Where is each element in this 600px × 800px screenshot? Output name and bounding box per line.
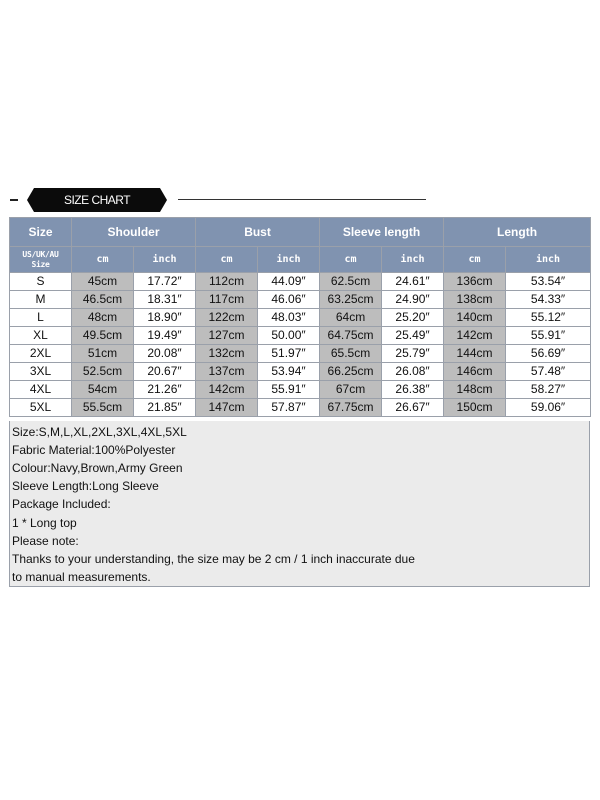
cell-size: S [10,273,72,291]
unit-cm: cm [444,247,506,273]
table-row [10,309,591,327]
cell-length-in: 58.27″ [506,381,591,399]
note-line: Thanks to your understanding, the size may be 2 cm / 1 inch inaccurate due [12,551,415,566]
cell-length-cm: 140cm [444,309,506,327]
cell-sleeve-cm: 62.5cm [320,273,382,291]
cell-bust-cm: 142cm [196,381,258,399]
header-length: Length [444,218,591,247]
header-bust: Bust [196,218,320,247]
unit-cm: cm [320,247,382,273]
cell-length-in: 55.12″ [506,309,591,327]
table-row [10,291,591,309]
unit-inch: inch [258,247,320,273]
cell-sleeve-in: 24.90″ [382,291,444,309]
cell-size: 4XL [10,381,72,399]
cell-sleeve-in: 25.20″ [382,309,444,327]
cell-bust-cm: 132cm [196,345,258,363]
cell-bust-cm: 147cm [196,399,258,417]
cell-length-cm: 144cm [444,345,506,363]
cell-shoulder-in: 18.90″ [134,309,196,327]
note-line: Size:S,M,L,XL,2XL,3XL,4XL,5XL [12,425,187,439]
size-rows [10,273,591,417]
product-notes [9,421,590,587]
note-line: Fabric Material:100%Polyester [12,443,176,458]
cell-sleeve-in: 24.61″ [382,273,444,291]
cell-bust-in: 48.03″ [258,309,320,327]
unit-inch: inch [506,247,591,273]
unit-cm: cm [72,247,134,273]
note-line: Sleeve Length:Long Sleeve [12,479,159,494]
cell-length-in: 53.54″ [506,273,591,291]
table-row [10,273,591,291]
cell-bust-cm: 117cm [196,291,258,309]
cell-length-cm: 148cm [444,381,506,399]
table-row [10,327,591,345]
header-sleeve-length: Sleeve length [320,218,444,247]
note-line: Please note: [12,533,79,548]
cell-shoulder-in: 20.08″ [134,345,196,363]
cell-size: 2XL [10,345,72,363]
cell-length-in: 59.06″ [506,399,591,417]
cell-length-in: 57.48″ [506,363,591,381]
cell-sleeve-cm: 63.25cm [320,291,382,309]
cell-length-cm: 138cm [444,291,506,309]
cell-length-in: 56.69″ [506,345,591,363]
cell-bust-in: 53.94″ [258,363,320,381]
table-row [10,345,591,363]
cell-sleeve-cm: 66.25cm [320,363,382,381]
cell-shoulder-in: 21.26″ [134,381,196,399]
cell-shoulder-in: 21.85″ [134,399,196,417]
cell-sleeve-cm: 67.75cm [320,399,382,417]
cell-sleeve-in: 25.79″ [382,345,444,363]
cell-shoulder-in: 17.72″ [134,273,196,291]
size-label-line-1: US/UK/AU [22,249,59,259]
note-line: to manual measurements. [12,569,151,584]
cell-sleeve-in: 26.38″ [382,381,444,399]
cell-bust-cm: 122cm [196,309,258,327]
cell-shoulder-cm: 48cm [72,309,134,327]
cell-bust-cm: 137cm [196,363,258,381]
cell-size: M [10,291,72,309]
cell-sleeve-cm: 64cm [320,309,382,327]
cell-length-cm: 146cm [444,363,506,381]
banner-title: SIZE CHART [34,188,160,212]
cell-bust-in: 46.06″ [258,291,320,309]
cell-sleeve-in: 26.67″ [382,399,444,417]
cell-sleeve-in: 25.49″ [382,327,444,345]
cell-shoulder-cm: 49.5cm [72,327,134,345]
cell-size: 5XL [10,399,72,417]
unit-inch: inch [134,247,196,273]
size-label-line-2: Size [31,259,50,269]
table-row [10,363,591,381]
cell-bust-in: 57.87″ [258,399,320,417]
header-size: Size [10,218,72,247]
cell-sleeve-cm: 64.75cm [320,327,382,345]
cell-sleeve-in: 26.08″ [382,363,444,381]
note-line: Package Included: [12,497,111,512]
cell-length-cm: 136cm [444,273,506,291]
cell-shoulder-in: 20.67″ [134,363,196,381]
cell-shoulder-cm: 54cm [72,381,134,399]
note-line: Colour:Navy,Brown,Army Green [12,461,183,476]
size-chart-table [9,217,591,417]
cell-bust-cm: 112cm [196,273,258,291]
cell-size: L [10,309,72,327]
banner-rule [178,199,426,200]
table-row [10,399,591,417]
header-us-uk-au-size [10,247,72,273]
cell-bust-in: 50.00″ [258,327,320,345]
group-header-row [10,218,591,247]
note-line: 1 * Long top [12,515,77,530]
cell-shoulder-cm: 52.5cm [72,363,134,381]
unit-cm: cm [196,247,258,273]
header-shoulder: Shoulder [72,218,196,247]
banner-dash [10,199,18,201]
table-row [10,381,591,399]
cell-sleeve-cm: 67cm [320,381,382,399]
cell-length-cm: 142cm [444,327,506,345]
cell-shoulder-in: 18.31″ [134,291,196,309]
cell-length-in: 55.91″ [506,327,591,345]
unit-inch: inch [382,247,444,273]
cell-shoulder-cm: 46.5cm [72,291,134,309]
cell-shoulder-cm: 45cm [72,273,134,291]
cell-bust-in: 44.09″ [258,273,320,291]
unit-header-row [10,247,591,273]
cell-bust-in: 51.97″ [258,345,320,363]
cell-sleeve-cm: 65.5cm [320,345,382,363]
cell-shoulder-in: 19.49″ [134,327,196,345]
cell-shoulder-cm: 55.5cm [72,399,134,417]
cell-length-in: 54.33″ [506,291,591,309]
size-chart-banner [10,188,600,212]
cell-bust-cm: 127cm [196,327,258,345]
cell-size: 3XL [10,363,72,381]
cell-shoulder-cm: 51cm [72,345,134,363]
cell-bust-in: 55.91″ [258,381,320,399]
cell-size: XL [10,327,72,345]
cell-length-cm: 150cm [444,399,506,417]
